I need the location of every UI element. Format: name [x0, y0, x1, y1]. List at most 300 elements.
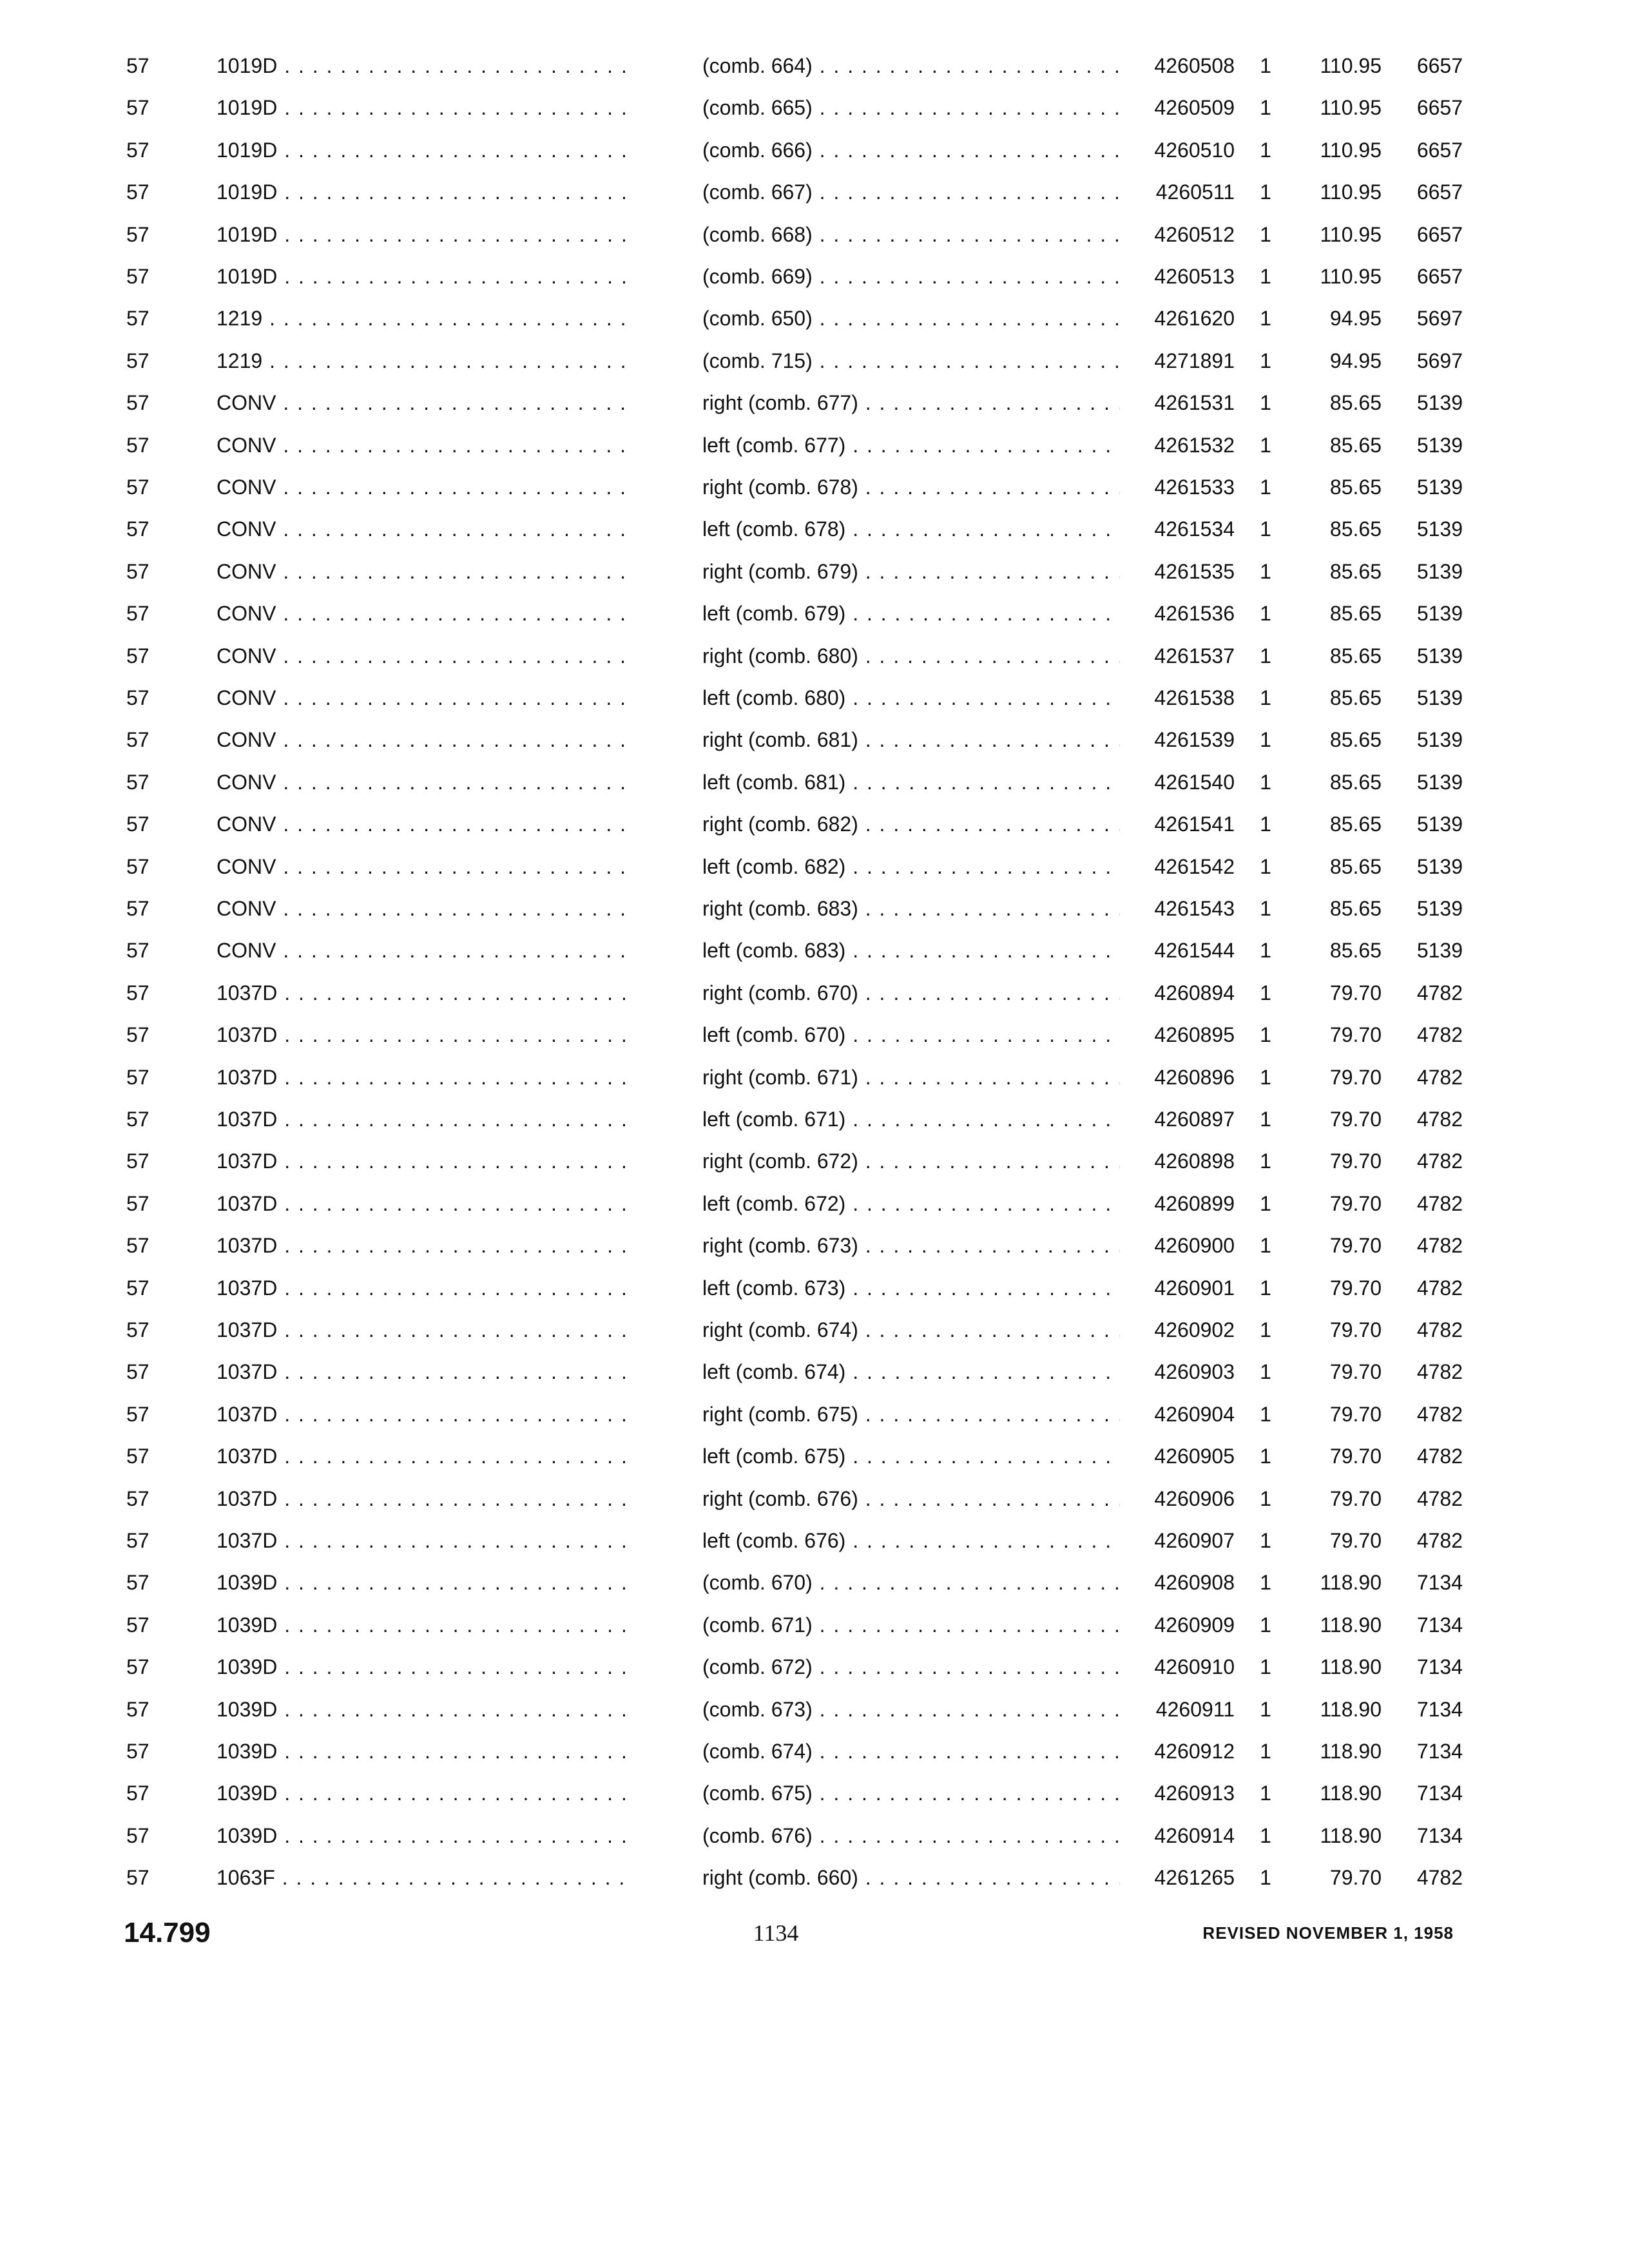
- description-cell: (comb. 674) . . .: [702, 1732, 1120, 1771]
- quantity-cell: 1: [1260, 139, 1271, 162]
- description-cell: left (comb. 681) . . .: [702, 763, 1120, 802]
- quantity-cell: 1: [1260, 1655, 1271, 1678]
- model-cell: 1039D . . .: [217, 1563, 629, 1602]
- price-cell: 85.65: [1329, 728, 1382, 751]
- part-number-cell: 4261535: [1154, 560, 1235, 583]
- code-cell: 6657: [1416, 265, 1463, 288]
- model-cell: CONV . . .: [217, 594, 629, 633]
- quantity-cell: 1: [1260, 686, 1271, 709]
- quantity-cell: 1: [1260, 1445, 1271, 1468]
- table-row: [0, 468, 1629, 506]
- price-cell: 110.95: [1320, 223, 1382, 246]
- year-cell: 57: [126, 1487, 149, 1510]
- model-cell: 1019D . . .: [217, 173, 629, 211]
- price-cell: 85.65: [1329, 644, 1382, 668]
- table-row: [0, 763, 1629, 802]
- year-cell: 57: [126, 1698, 149, 1721]
- price-cell: 79.70: [1329, 1403, 1382, 1426]
- code-cell: 5139: [1416, 939, 1463, 962]
- price-cell: 85.65: [1329, 897, 1382, 920]
- code-cell: 5139: [1416, 728, 1463, 751]
- model-cell: CONV . . .: [217, 931, 629, 970]
- price-cell: 79.70: [1329, 1192, 1382, 1215]
- model-cell: 1037D . . .: [217, 1100, 629, 1139]
- model-cell: 1037D . . .: [217, 1479, 629, 1518]
- model-cell: 1037D . . .: [217, 1311, 629, 1349]
- part-number-cell: 4261533: [1154, 476, 1235, 499]
- code-cell: 7134: [1416, 1740, 1463, 1763]
- part-number-cell: 4260913: [1154, 1782, 1235, 1805]
- model-cell: 1037D . . .: [217, 1437, 629, 1475]
- year-cell: 57: [126, 1403, 149, 1426]
- year-cell: 57: [126, 265, 149, 288]
- part-number-cell: 4260904: [1154, 1403, 1235, 1426]
- model-cell: 1039D . . .: [217, 1732, 629, 1771]
- part-number-cell: 4260511: [1155, 180, 1235, 204]
- part-number-cell: 4261620: [1154, 307, 1235, 330]
- price-cell: 85.65: [1329, 517, 1382, 541]
- table-row: [0, 1226, 1629, 1265]
- year-cell: 57: [126, 1866, 149, 1889]
- table-row: [0, 889, 1629, 928]
- description-cell: right (comb. 681) . . .: [702, 720, 1120, 759]
- year-cell: 57: [126, 517, 149, 541]
- quantity-cell: 1: [1260, 476, 1271, 499]
- description-cell: left (comb. 678) . . .: [702, 510, 1120, 548]
- quantity-cell: 1: [1260, 391, 1271, 414]
- code-cell: 5139: [1416, 855, 1463, 878]
- price-cell: 85.65: [1329, 686, 1382, 709]
- part-number-cell: 4261540: [1154, 771, 1235, 794]
- model-cell: 1019D . . .: [217, 46, 629, 85]
- code-cell: 4782: [1416, 981, 1463, 1004]
- part-number-cell: 4260914: [1154, 1824, 1235, 1847]
- model-cell: CONV . . .: [217, 637, 629, 675]
- description-cell: left (comb. 682) . . .: [702, 847, 1120, 886]
- description-cell: right (comb. 675) . . .: [702, 1395, 1120, 1434]
- model-cell: CONV . . .: [217, 805, 629, 843]
- table-row: [0, 1774, 1629, 1812]
- description-cell: left (comb. 680) . . .: [702, 678, 1120, 717]
- description-cell: right (comb. 679) . . .: [702, 552, 1120, 591]
- model-cell: 1037D . . .: [217, 1395, 629, 1434]
- code-cell: 4782: [1416, 1108, 1463, 1131]
- description-cell: right (comb. 683) . . .: [702, 889, 1120, 928]
- table-row: [0, 1352, 1629, 1391]
- year-cell: 57: [126, 1529, 149, 1552]
- quantity-cell: 1: [1260, 96, 1271, 119]
- price-cell: 85.65: [1329, 434, 1382, 457]
- description-cell: (comb. 650) . . .: [702, 299, 1120, 338]
- table-row: [0, 1437, 1629, 1475]
- model-cell: CONV . . .: [217, 510, 629, 548]
- model-cell: CONV . . .: [217, 468, 629, 506]
- description-cell: (comb. 673) . . .: [702, 1690, 1120, 1729]
- quantity-cell: 1: [1260, 981, 1271, 1004]
- model-cell: 1039D . . .: [217, 1606, 629, 1644]
- part-number-cell: 4261544: [1154, 939, 1235, 962]
- code-cell: 5139: [1416, 602, 1463, 625]
- price-cell: 110.95: [1320, 265, 1382, 288]
- model-cell: CONV . . .: [217, 889, 629, 928]
- description-cell: (comb. 664) . . .: [702, 46, 1120, 85]
- description-cell: (comb. 665) . . .: [702, 88, 1120, 127]
- table-row: [0, 931, 1629, 970]
- description-cell: left (comb. 677) . . .: [702, 426, 1120, 465]
- price-cell: 110.95: [1320, 139, 1382, 162]
- year-cell: 57: [126, 1782, 149, 1805]
- description-cell: right (comb. 671) . . .: [702, 1058, 1120, 1097]
- year-cell: 57: [126, 1655, 149, 1678]
- quantity-cell: 1: [1260, 1571, 1271, 1594]
- year-cell: 57: [126, 391, 149, 414]
- model-cell: 1037D . . .: [217, 1142, 629, 1180]
- model-cell: 1037D . . .: [217, 1521, 629, 1560]
- price-cell: 85.65: [1329, 476, 1382, 499]
- description-cell: left (comb. 683) . . .: [702, 931, 1120, 970]
- table-row: [0, 88, 1629, 127]
- code-cell: 6657: [1416, 180, 1463, 204]
- code-cell: 4782: [1416, 1487, 1463, 1510]
- year-cell: 57: [126, 1571, 149, 1594]
- table-row: [0, 637, 1629, 675]
- part-number-cell: 4261537: [1154, 644, 1235, 668]
- part-number-cell: 4260897: [1154, 1108, 1235, 1131]
- price-cell: 79.70: [1329, 1487, 1382, 1510]
- part-number-cell: 4260510: [1154, 139, 1235, 162]
- year-cell: 57: [126, 728, 149, 751]
- year-cell: 57: [126, 96, 149, 119]
- price-cell: 118.90: [1320, 1740, 1382, 1763]
- price-cell: 118.90: [1320, 1824, 1382, 1847]
- year-cell: 57: [126, 1066, 149, 1089]
- price-cell: 85.65: [1329, 939, 1382, 962]
- description-cell: (comb. 671) . . .: [702, 1606, 1120, 1644]
- quantity-cell: 1: [1260, 1318, 1271, 1341]
- year-cell: 57: [126, 855, 149, 878]
- code-cell: 5697: [1416, 307, 1463, 330]
- table-row: [0, 1015, 1629, 1054]
- year-cell: 57: [126, 139, 149, 162]
- year-cell: 57: [126, 981, 149, 1004]
- price-cell: 110.95: [1320, 96, 1382, 119]
- part-number-cell: 4260509: [1154, 96, 1235, 119]
- part-number-cell: 4260901: [1154, 1276, 1235, 1300]
- model-cell: 1039D . . .: [217, 1816, 629, 1855]
- quantity-cell: 1: [1260, 1360, 1271, 1383]
- code-cell: 7134: [1416, 1571, 1463, 1594]
- model-cell: 1037D . . .: [217, 1015, 629, 1054]
- model-cell: 1037D . . .: [217, 1226, 629, 1265]
- code-cell: 4782: [1416, 1234, 1463, 1257]
- quantity-cell: 1: [1260, 434, 1271, 457]
- price-cell: 79.70: [1329, 1234, 1382, 1257]
- model-cell: 1019D . . .: [217, 215, 629, 254]
- table-row: [0, 1690, 1629, 1729]
- model-cell: 1219 . . .: [217, 341, 629, 380]
- table-row: [0, 299, 1629, 338]
- year-cell: 57: [126, 1824, 149, 1847]
- year-cell: 57: [126, 1445, 149, 1468]
- code-cell: 6657: [1416, 223, 1463, 246]
- price-cell: 79.70: [1329, 1023, 1382, 1046]
- description-cell: (comb. 666) . . .: [702, 131, 1120, 169]
- table-row: [0, 1100, 1629, 1139]
- price-cell: 118.90: [1320, 1698, 1382, 1721]
- code-cell: 7134: [1416, 1698, 1463, 1721]
- table-row: [0, 1858, 1629, 1897]
- part-number-cell: 4260907: [1154, 1529, 1235, 1552]
- code-cell: 7134: [1416, 1824, 1463, 1847]
- code-cell: 7134: [1416, 1655, 1463, 1678]
- price-cell: 79.70: [1329, 1529, 1382, 1552]
- model-cell: CONV . . .: [217, 383, 629, 422]
- table-row: [0, 1563, 1629, 1602]
- quantity-cell: 1: [1260, 517, 1271, 541]
- quantity-cell: 1: [1260, 771, 1271, 794]
- quantity-cell: 1: [1260, 1740, 1271, 1763]
- quantity-cell: 1: [1260, 1866, 1271, 1889]
- model-cell: CONV . . .: [217, 847, 629, 886]
- year-cell: 57: [126, 1023, 149, 1046]
- description-cell: right (comb. 660) . . .: [702, 1858, 1120, 1897]
- model-cell: CONV . . .: [217, 720, 629, 759]
- price-cell: 118.90: [1320, 1571, 1382, 1594]
- quantity-cell: 1: [1260, 307, 1271, 330]
- code-cell: 6657: [1416, 96, 1463, 119]
- price-cell: 94.95: [1329, 307, 1382, 330]
- part-number-cell: 4260898: [1154, 1149, 1235, 1173]
- code-cell: 4782: [1416, 1403, 1463, 1426]
- quantity-cell: 1: [1260, 1023, 1271, 1046]
- quantity-cell: 1: [1260, 349, 1271, 372]
- table-row: [0, 383, 1629, 422]
- model-cell: 1037D . . .: [217, 1058, 629, 1097]
- description-cell: (comb. 715) . . .: [702, 341, 1120, 380]
- year-cell: 57: [126, 349, 149, 372]
- table-row: [0, 1269, 1629, 1307]
- price-cell: 79.70: [1329, 1866, 1382, 1889]
- quantity-cell: 1: [1260, 1192, 1271, 1215]
- table-row: [0, 1142, 1629, 1180]
- price-cell: 110.95: [1320, 54, 1382, 77]
- code-cell: 5139: [1416, 517, 1463, 541]
- year-cell: 57: [126, 223, 149, 246]
- table-row: [0, 1311, 1629, 1349]
- description-cell: (comb. 676) . . .: [702, 1816, 1120, 1855]
- description-cell: left (comb. 675) . . .: [702, 1437, 1120, 1475]
- part-number-cell: 4260512: [1154, 223, 1235, 246]
- year-cell: 57: [126, 1740, 149, 1763]
- part-number-cell: 4260895: [1154, 1023, 1235, 1046]
- year-cell: 57: [126, 771, 149, 794]
- description-cell: left (comb. 670) . . .: [702, 1015, 1120, 1054]
- table-row: [0, 1521, 1629, 1560]
- table-row: [0, 805, 1629, 843]
- quantity-cell: 1: [1260, 855, 1271, 878]
- part-number-cell: 4260910: [1154, 1655, 1235, 1678]
- code-cell: 5139: [1416, 476, 1463, 499]
- quantity-cell: 1: [1260, 265, 1271, 288]
- table-row: [0, 215, 1629, 254]
- code-cell: 5139: [1416, 560, 1463, 583]
- revision-date: REVISED NOVEMBER 1, 1958: [1202, 1923, 1454, 1943]
- code-cell: 5139: [1416, 812, 1463, 836]
- part-number-cell: 4260911: [1155, 1698, 1235, 1721]
- part-number-cell: 4260905: [1154, 1445, 1235, 1468]
- price-cell: 85.65: [1329, 771, 1382, 794]
- description-cell: left (comb. 673) . . .: [702, 1269, 1120, 1307]
- model-cell: 1037D . . .: [217, 1184, 629, 1223]
- year-cell: 57: [126, 476, 149, 499]
- description-cell: right (comb. 670) . . .: [702, 974, 1120, 1012]
- year-cell: 57: [126, 1276, 149, 1300]
- quantity-cell: 1: [1260, 1824, 1271, 1847]
- page-number: 1134: [753, 1920, 799, 1946]
- description-cell: (comb. 675) . . .: [702, 1774, 1120, 1812]
- code-cell: 4782: [1416, 1023, 1463, 1046]
- description-cell: right (comb. 672) . . .: [702, 1142, 1120, 1180]
- price-cell: 85.65: [1329, 812, 1382, 836]
- code-cell: 4782: [1416, 1192, 1463, 1215]
- part-number-cell: 4260894: [1154, 981, 1235, 1004]
- year-cell: 57: [126, 686, 149, 709]
- year-cell: 57: [126, 307, 149, 330]
- model-cell: CONV . . .: [217, 678, 629, 717]
- description-cell: left (comb. 676) . . .: [702, 1521, 1120, 1560]
- part-number-cell: 4260903: [1154, 1360, 1235, 1383]
- part-number-cell: 4261541: [1154, 812, 1235, 836]
- model-cell: 1037D . . .: [217, 1269, 629, 1307]
- description-cell: right (comb. 676) . . .: [702, 1479, 1120, 1518]
- table-row: [0, 552, 1629, 591]
- model-cell: 1039D . . .: [217, 1648, 629, 1686]
- price-cell: 79.70: [1329, 1318, 1382, 1341]
- description-cell: right (comb. 680) . . .: [702, 637, 1120, 675]
- model-cell: CONV . . .: [217, 426, 629, 465]
- year-cell: 57: [126, 1360, 149, 1383]
- year-cell: 57: [126, 1192, 149, 1215]
- quantity-cell: 1: [1260, 1698, 1271, 1721]
- part-number-cell: 4260508: [1154, 54, 1235, 77]
- part-number-cell: 4260909: [1154, 1613, 1235, 1637]
- description-cell: (comb. 668) . . .: [702, 215, 1120, 254]
- model-cell: 1039D . . .: [217, 1690, 629, 1729]
- price-cell: 118.90: [1320, 1782, 1382, 1805]
- year-cell: 57: [126, 180, 149, 204]
- description-cell: right (comb. 678) . . .: [702, 468, 1120, 506]
- quantity-cell: 1: [1260, 180, 1271, 204]
- quantity-cell: 1: [1260, 223, 1271, 246]
- code-cell: 5697: [1416, 349, 1463, 372]
- year-cell: 57: [126, 434, 149, 457]
- part-number-cell: 4261536: [1154, 602, 1235, 625]
- part-number-cell: 4260900: [1154, 1234, 1235, 1257]
- code-cell: 4782: [1416, 1445, 1463, 1468]
- code-cell: 4782: [1416, 1529, 1463, 1552]
- part-number-cell: 4261538: [1154, 686, 1235, 709]
- year-cell: 57: [126, 1613, 149, 1637]
- table-row: [0, 1648, 1629, 1686]
- year-cell: 57: [126, 897, 149, 920]
- part-number-cell: 4261532: [1154, 434, 1235, 457]
- part-number-cell: 4271891: [1154, 349, 1235, 372]
- code-cell: 4782: [1416, 1360, 1463, 1383]
- model-cell: CONV . . .: [217, 552, 629, 591]
- code-cell: 4782: [1416, 1149, 1463, 1173]
- price-cell: 79.70: [1329, 981, 1382, 1004]
- year-cell: 57: [126, 812, 149, 836]
- description-cell: left (comb. 671) . . .: [702, 1100, 1120, 1139]
- quantity-cell: 1: [1260, 1613, 1271, 1637]
- quantity-cell: 1: [1260, 812, 1271, 836]
- description-cell: left (comb. 674) . . .: [702, 1352, 1120, 1391]
- year-cell: 57: [126, 560, 149, 583]
- table-row: [0, 1732, 1629, 1771]
- code-cell: 5139: [1416, 644, 1463, 668]
- year-cell: 57: [126, 54, 149, 77]
- quantity-cell: 1: [1260, 1529, 1271, 1552]
- model-cell: 1019D . . .: [217, 88, 629, 127]
- quantity-cell: 1: [1260, 1066, 1271, 1089]
- part-number-cell: 4260902: [1154, 1318, 1235, 1341]
- price-cell: 110.95: [1320, 180, 1382, 204]
- price-cell: 85.65: [1329, 855, 1382, 878]
- year-cell: 57: [126, 1318, 149, 1341]
- part-number-cell: 4261531: [1154, 391, 1235, 414]
- quantity-cell: 1: [1260, 560, 1271, 583]
- table-row: [0, 1816, 1629, 1855]
- table-row: [0, 341, 1629, 380]
- year-cell: 57: [126, 1149, 149, 1173]
- quantity-cell: 1: [1260, 602, 1271, 625]
- table-row: [0, 1479, 1629, 1518]
- year-cell: 57: [126, 1108, 149, 1131]
- quantity-cell: 1: [1260, 728, 1271, 751]
- table-row: [0, 1058, 1629, 1097]
- year-cell: 57: [126, 1234, 149, 1257]
- part-number-cell: 4260906: [1154, 1487, 1235, 1510]
- code-cell: 4782: [1416, 1866, 1463, 1889]
- model-cell: 1063F . . .: [217, 1858, 629, 1897]
- code-cell: 5139: [1416, 434, 1463, 457]
- table-row: [0, 426, 1629, 465]
- code-cell: 7134: [1416, 1782, 1463, 1805]
- code-cell: 5139: [1416, 771, 1463, 794]
- description-cell: (comb. 672) . . .: [702, 1648, 1120, 1686]
- code-cell: 6657: [1416, 54, 1463, 77]
- quantity-cell: 1: [1260, 54, 1271, 77]
- code-cell: 5139: [1416, 686, 1463, 709]
- price-cell: 79.70: [1329, 1066, 1382, 1089]
- description-cell: (comb. 667) . . .: [702, 173, 1120, 211]
- table-row: [0, 173, 1629, 211]
- year-cell: 57: [126, 939, 149, 962]
- model-cell: 1037D . . .: [217, 1352, 629, 1391]
- price-cell: 79.70: [1329, 1276, 1382, 1300]
- table-row: [0, 510, 1629, 548]
- quantity-cell: 1: [1260, 1108, 1271, 1131]
- description-cell: right (comb. 677) . . .: [702, 383, 1120, 422]
- part-number-cell: 4260908: [1154, 1571, 1235, 1594]
- model-cell: 1019D . . .: [217, 257, 629, 296]
- model-cell: 1219 . . .: [217, 299, 629, 338]
- table-row: [0, 257, 1629, 296]
- price-cell: 79.70: [1329, 1108, 1382, 1131]
- quantity-cell: 1: [1260, 1403, 1271, 1426]
- part-number-cell: 4261539: [1154, 728, 1235, 751]
- quantity-cell: 1: [1260, 1276, 1271, 1300]
